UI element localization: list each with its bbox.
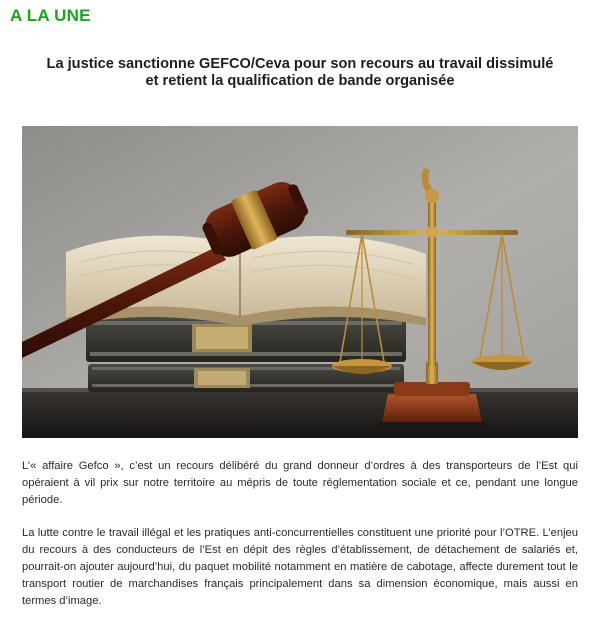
article-body bbox=[22, 458, 578, 626]
article-paragraph-2: La lutte contre le travail illégal et les pratiques anti-concurrentielles constituent une priorité pour l’OTRE. L’enjeu du recours à des conducteurs de l’Est en dépit des règles d’établissement, de détachement de salariés et, pourrait-on ajouter aujourd’hui, du paquet mobilité notamment en matière de cabotage, affecte durement tout le transport routier de marchandises français principalement dans sa dimension économique, mais aussi en termes d’image. bbox=[22, 527, 578, 607]
article-paragraph-1: L’« affaire Gefco », c’est un recours délibéré du grand donneur d’ordres à des transporteurs de l’Est qui opéraient à vil prix sur notre territoire au mépris de toute réglementation sociale et ce, pendant une longue période. bbox=[22, 460, 578, 506]
headline-line-2: et retient la qualification de bande organisée bbox=[145, 73, 455, 89]
article-image[interactable] bbox=[22, 126, 578, 438]
section-title: A LA UNE bbox=[10, 6, 91, 25]
article-headline[interactable] bbox=[22, 56, 578, 90]
headline-line-1: La justice sanctionne GEFCO/Ceva pour son recours au travail dissimulé bbox=[46, 56, 554, 72]
